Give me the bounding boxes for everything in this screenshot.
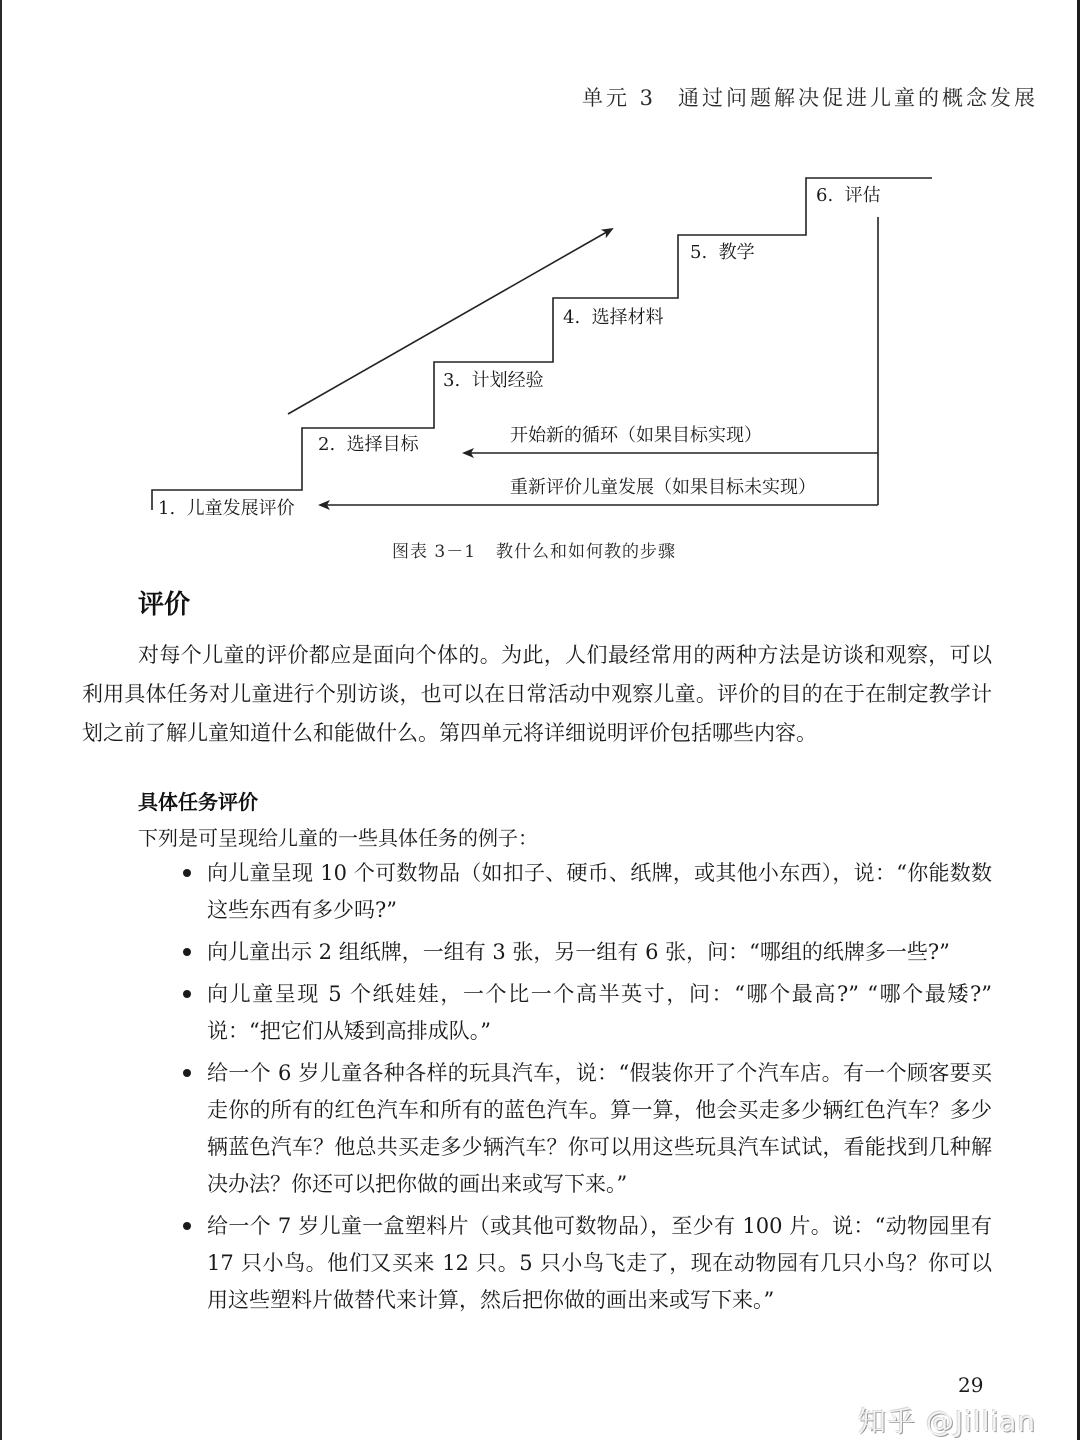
list-item-text: 向儿童呈现 5 个纸娃娃，一个比一个高半英寸，问：“哪个最高?” “哪个最矮?” 说：“把它们从矮到高排成队。” [207,982,992,1043]
reassess-label: 重新评价儿童发展（如果目标未实现） [510,477,816,498]
bullet-icon [183,990,191,998]
list-item [180,855,992,929]
step-label-5: 5. 教学 [690,242,755,263]
staircase-diagram [0,0,1080,560]
task-list [180,855,992,1324]
bullet-icon [183,1069,191,1077]
step-label-6: 6. 评估 [816,185,881,206]
running-head-title: 通过问题解决促进儿童的概念发展 [678,86,1038,110]
section-heading: 评价 [138,590,191,620]
list-item [180,1055,992,1203]
figure-caption [392,537,676,562]
subsection-intro: 下列是可呈现给儿童的一些具体任务的例子： [138,826,538,850]
step-label-1: 1. 儿童发展评价 [158,498,295,519]
bullet-icon [183,869,191,877]
bullet-icon [183,1222,191,1230]
list-item-text: 给一个 6 岁儿童各种各样的玩具汽车，说：“假装你开了个汽车店。有一个顾客要买走你的所有的红色汽车和所有的蓝色汽车。算一算，他会买走多少辆红色汽车？多少辆蓝色汽车？他总共买走多少辆汽车？你可以用这些玩具汽车试试，看能找到几种解决办法？你还可以把你做的画出来或写下来。” [207,1061,992,1196]
bullet-icon [183,948,191,956]
staircase-outline [152,178,932,510]
body-paragraph: 对每个儿童的评价都应是面向个体的。为此，人们最经常用的两种方法是访谈和观察，可以利用具体任务对儿童进行个别访谈，也可以在日常活动中观察儿童。评价的目的在于在制定教学计划之前了解儿童知道什么和能做什么。第四单元将详细说明评价包括哪些内容。 [82,643,992,745]
list-item-text: 向儿童呈现 10 个可数物品（如扣子、硬币、纸牌，或其他小东西），说：“你能数数这些东西有多少吗?” [207,861,992,922]
list-item-text: 向儿童出示 2 组纸牌，一组有 3 张，另一组有 6 张，问：“哪组的纸牌多一些?” [207,940,950,964]
list-item [180,934,992,971]
running-head-unit: 单元 3 [581,86,656,110]
figure-caption-text: 教什么和如何教的步骤 [496,542,677,562]
step-label-2: 2. 选择目标 [318,434,419,455]
watermark: 知乎 @Jillian [858,1405,1037,1438]
page-number: 29 [958,1373,984,1397]
new-cycle-label: 开始新的循环（如果目标实现） [510,425,762,446]
list-item [180,1208,992,1319]
subsection-heading: 具体任务评价 [138,790,258,814]
step-label-3: 3. 计划经验 [443,370,544,391]
step-label-4: 4. 选择材料 [563,307,664,328]
figure-caption-number: 图表 3－1 [392,542,477,562]
list-item-text: 给一个 7 岁儿童一盒塑料片（或其他可数物品），至少有 100 片。说：“动物园里有 17 只小鸟。他们又买来 12 只。5 只小鸟飞走了，现在动物园有几只小鸟？你可以用这些塑料片做替代来计算，然后把你做的画出来或写下来。” [207,1214,992,1312]
list-item [180,976,992,1050]
